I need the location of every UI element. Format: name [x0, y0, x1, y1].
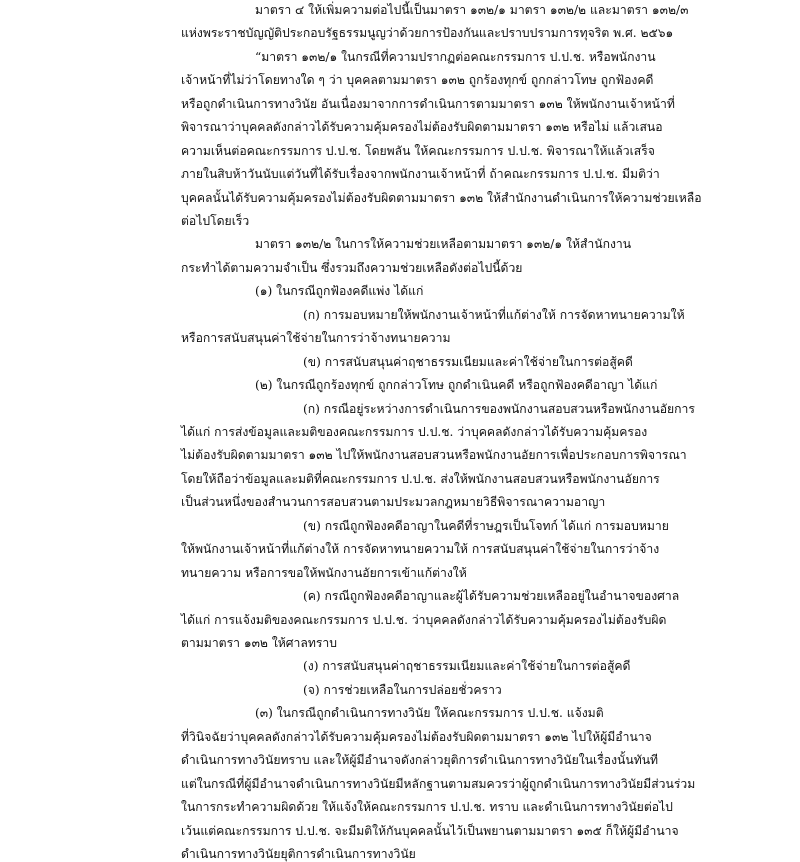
text-line: (ก) การมอบหมายให้พนักงานเจ้าหน้าที่แก้ต่างให้ การจัดหาทนายความให้ [303, 308, 685, 322]
text-line: ทนายความ หรือการขอให้พนักงานอัยการเข้าแก้ต่างให้ [181, 566, 467, 580]
text-line: ในการกระทำความผิดด้วย ให้แจ้งให้คณะกรรมการ ป.ป.ช. ทราบ และดำเนินการทางวินัยต่อไป [181, 800, 673, 814]
text-line: (ข) การสนับสนุนค่าฤชาธรรมเนียมและค่าใช้จ่ายในการต่อสู้คดี [303, 355, 633, 369]
text-line: มาตรา ๑๓๒/๒ ในการให้ความช่วยเหลือตามมาตรา ๑๓๒/๑ ให้สำนักงาน [255, 237, 632, 251]
text-line: เว้นแต่คณะกรรมการ ป.ป.ช. จะมีมติให้กันบุคคลนั้นไว้เป็นพยานตามมาตรา ๑๓๕ ก็ให้ผู้มีอำนาจ [181, 824, 679, 838]
text-line: ให้พนักงานเจ้าหน้าที่แก้ต่างให้ การจัดหาทนายความให้ การสนับสนุนค่าใช้จ่ายในการว่าจ้าง [181, 542, 660, 556]
text-line: ที่วินิจฉัยว่าบุคคลดังกล่าวได้รับความคุ้มครองไม่ต้องรับผิดตามมาตรา ๑๓๒ ไปให้ผู้มีอำนาจ [181, 730, 652, 744]
text-line: ภายในสิบห้าวันนับแต่วันที่ได้รับเรื่องจากพนักงานเจ้าหน้าที่ ถ้าคณะกรรมการ ป.ป.ช. มีมติว่า [181, 167, 660, 181]
text-line: (ก) กรณีอยู่ระหว่างการดำเนินการของพนักงานสอบสวนหรือพนักงานอัยการ [303, 402, 695, 416]
text-line: แต่ในกรณีที่ผู้มีอำนาจดำเนินการทางวินัยมีหลักฐานตามสมควรว่าผู้ถูกดำเนินการทางวินัยมีส่วนร่วม [181, 777, 696, 791]
text-line: เป็นส่วนหนึ่งของสำนวนการสอบสวนตามประมวลกฎหมายวิธีพิจารณาความอาญา [181, 495, 606, 509]
text-line: (๒) ในกรณีถูกร้องทุกข์ ถูกกล่าวโทษ ถูกดำเนินคดี หรือถูกฟ้องคดีอาญา ได้แก่ [255, 378, 658, 392]
text-line: ไม่ต้องรับผิดตามมาตรา ๑๓๒ ไปให้พนักงานสอบสวนหรือพนักงานอัยการเพื่อประกอบการพิจารณา [181, 448, 687, 462]
text-line: หรือถูกดำเนินการทางวินัย อันเนื่องมาจากการดำเนินการตามมาตรา ๑๓๒ ให้พนักงานเจ้าหน้าที่ [181, 97, 675, 111]
text-line: แห่งพระราชบัญญัติประกอบรัฐธรรมนูญว่าด้วยการป้องกันและปราบปรามการทุจริต พ.ศ. ๒๕๖๑ [181, 26, 674, 40]
text-line: (ค) กรณีถูกฟ้องคดีอาญาและผู้ได้รับความช่วยเหลืออยู่ในอำนาจของศาล [303, 589, 680, 603]
text-line: “มาตรา ๑๓๒/๑ ในกรณีที่ความปรากฏต่อคณะกรรมการ ป.ป.ช. หรือพนักงาน [255, 50, 656, 64]
text-line: มาตรา ๔ ให้เพิ่มความต่อไปนี้เป็นมาตรา ๑๓๒/๑ มาตรา ๑๓๒/๒ และมาตรา ๑๓๒/๓ [255, 3, 689, 17]
text-line: ต่อไปโดยเร็ว [181, 214, 250, 228]
text-line: ได้แก่ การแจ้งมติของคณะกรรมการ ป.ป.ช. ว่าบุคคลดังกล่าวได้รับความคุ้มครองไม่ต้องรับผิด [181, 613, 667, 627]
text-line: (๑) ในกรณีถูกฟ้องคดีแพ่ง ได้แก่ [255, 284, 424, 298]
text-line: (จ) การช่วยเหลือในการปล่อยชั่วคราว [303, 683, 502, 697]
text-line: บุคคลนั้นได้รับความคุ้มครองไม่ต้องรับผิดตามมาตรา ๑๓๒ ให้สำนักงานดำเนินการให้ความช่วยเหลือ [181, 191, 702, 205]
text-line: พิจารณาว่าบุคคลดังกล่าวได้รับความคุ้มครองไม่ต้องรับผิดตามมาตรา ๑๓๒ หรือไม่ แล้วเสนอ [181, 120, 663, 134]
text-line: ดำเนินการทางวินัยทราบ และให้ผู้มีอำนาจดังกล่าวยุติการดำเนินการทางวินัยในเรื่องนั้นทันที [181, 753, 659, 767]
text-line: (ง) การสนับสนุนค่าฤชาธรรมเนียมและค่าใช้จ่ายในการต่อสู้คดี [303, 659, 631, 673]
text-line: ความเห็นต่อคณะกรรมการ ป.ป.ช. โดยพลัน ให้คณะกรรมการ ป.ป.ช. พิจารณาให้แล้วเสร็จ [181, 144, 655, 158]
text-line: ดำเนินการทางวินัยยุติการดำเนินการทางวินัย [181, 847, 416, 861]
text-line: (ข) กรณีถูกฟ้องคดีอาญาในคดีที่ราษฎรเป็นโจทก์ ได้แก่ การมอบหมาย [303, 519, 669, 533]
text-line: โดยให้ถือว่าข้อมูลและมติที่คณะกรรมการ ป.ป.ช. ส่งให้พนักงานสอบสวนหรือพนักงานอัยการ [181, 472, 660, 486]
text-line: หรือการสนับสนุนค่าใช้จ่ายในการว่าจ้างทนายความ [181, 331, 451, 345]
text-line: (๓) ในกรณีถูกดำเนินการทางวินัย ให้คณะกรรมการ ป.ป.ช. แจ้งมติ [255, 706, 604, 720]
text-line: กระทำได้ตามความจำเป็น ซึ่งรวมถึงความช่วยเหลือดังต่อไปนี้ด้วย [181, 261, 523, 275]
text-line: ตามมาตรา ๑๓๒ ให้ศาลทราบ [181, 636, 338, 650]
text-line: ได้แก่ การส่งข้อมูลและมติของคณะกรรมการ ป.ป.ช. ว่าบุคคลดังกล่าวได้รับความคุ้มครอง [181, 425, 648, 439]
text-line: เจ้าหน้าที่ไม่ว่าโดยทางใด ๆ ว่า บุคคลตามมาตรา ๑๓๒ ถูกร้องทุกข์ ถูกกล่าวโทษ ถูกฟ้องคดี [181, 73, 654, 87]
